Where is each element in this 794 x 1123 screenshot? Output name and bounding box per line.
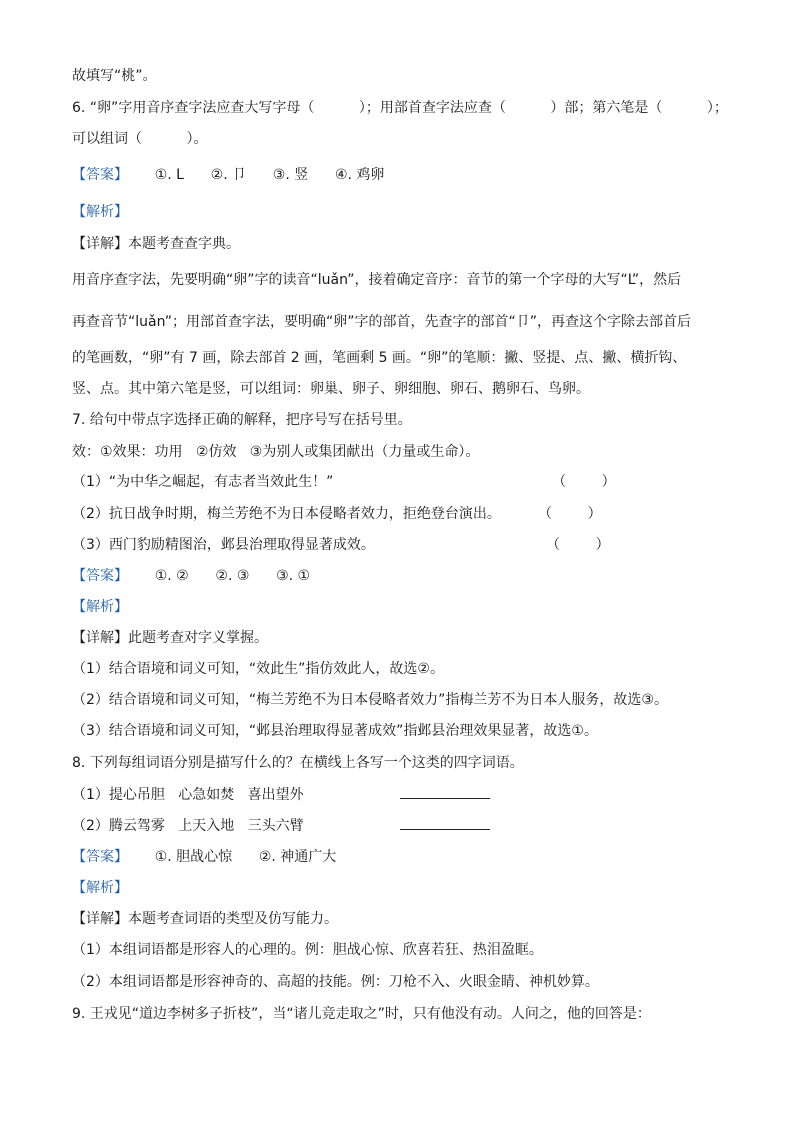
answer-blank-line bbox=[400, 817, 490, 835]
detail-tag: 【详解】 bbox=[72, 236, 128, 252]
detail-row: 【详解】此题考查对字义掌握。 bbox=[72, 630, 268, 646]
answer-row: 【答案】 ①. 胆战心惊 ②. 神通广大 bbox=[72, 849, 337, 865]
text-line: 竖、点。其中第六笔是竖，可以组词：卵巢、卵子、卵细胞、卵石、鹅卵石、鸟卵。 bbox=[72, 381, 590, 397]
answer-row: 【答案】 ①. ② ②. ③ ③. ① bbox=[72, 568, 311, 584]
analysis-tag: 【解析】 bbox=[72, 880, 128, 896]
text-line: 可以组词（ ）。 bbox=[72, 131, 208, 147]
text-line: 再查音节“luǎn”；用部首查字法，要明确“卵”字的部首，先查字的部首“卩”，再查这个字除去部首后 bbox=[72, 314, 691, 330]
answer-row: 【答案】 ①. L ②. 卩 ③. 竖 ④. 鸡卵 bbox=[72, 167, 385, 183]
text-line: 效：①效果：功用 ②仿效 ③为别人或集团献出（力量或生命）。 bbox=[72, 444, 480, 460]
sub-question: （3）西门豹励精图治，邺县治理取得显著成效。 bbox=[72, 537, 375, 553]
sub-question: （1）提心吊胆 心急如焚 喜出望外 bbox=[72, 787, 304, 803]
question-9: 9. 王戎见“道边李树多子折枝”，当“诸儿竞走取之”时，只有他没有动。人问之，他的回答是： bbox=[72, 1006, 651, 1022]
answer-tag: 【答案】 bbox=[72, 167, 128, 183]
detail-row: 【详解】本题考查词语的类型及仿写能力。 bbox=[72, 911, 338, 927]
text-line: （2）结合语境和词义可知，“梅兰芳绝不为日本侵略者效力”指梅兰芳不为日本人服务，故选③。 bbox=[72, 692, 668, 708]
analysis-tag: 【解析】 bbox=[72, 599, 128, 615]
text-line: （3）结合语境和词义可知，“邺县治理取得显著成效”指邺县治理效果显著，故选①。 bbox=[72, 723, 598, 739]
text-line: （1）结合语境和词义可知，“效此生”指仿效此人，故选②。 bbox=[72, 661, 444, 677]
text-line: 故填写“桃”。 bbox=[72, 68, 157, 84]
detail-tag: 【详解】 bbox=[72, 630, 128, 646]
answer-paren: （ ） bbox=[552, 474, 616, 490]
answer-paren: （ ） bbox=[546, 537, 610, 553]
detail-row: 【详解】本题考查查字典。 bbox=[72, 236, 240, 252]
answer-blank-line bbox=[400, 786, 490, 804]
text-line: 的笔画数，“卵”有 7 画，除去部首 2 画，笔画剩 5 画。“卵”的笔顺：撇、竖提、点、撇、横折钩、 bbox=[72, 350, 687, 366]
text-line: 用音序查字法，先要明确“卵”字的读音“luǎn”，接着确定音序：音节的第一个字母的大写“L”，然后 bbox=[72, 272, 682, 288]
sub-question: （2）腾云驾雾 上天入地 三头六臂 bbox=[72, 818, 304, 834]
sub-question: （1）“为中华之崛起，有志者当效此生！” bbox=[72, 474, 334, 490]
question-7: 7. 给句中带点字选择正确的解释，把序号写在括号里。 bbox=[72, 412, 412, 428]
text-line: （1）本组词语都是形容人的心理的。例：胆战心惊、欣喜若狂、热泪盈眶。 bbox=[72, 942, 543, 958]
question-6: 6. “卵”字用音序查字法应查大写字母（ ）；用部首查字法应查（ ）部；第六笔是（ ）； bbox=[72, 100, 728, 116]
answer-paren: （ ） bbox=[538, 506, 602, 522]
detail-tag: 【详解】 bbox=[72, 911, 128, 927]
text-line: （2）本组词语都是形容神奇的、高超的技能。例：刀枪不入、火眼金睛、神机妙算。 bbox=[72, 974, 599, 990]
sub-question: （2）抗日战争时期，梅兰芳绝不为日本侵略者效力，拒绝登台演出。 bbox=[72, 506, 501, 522]
question-8: 8. 下列每组词语分别是描写什么的？在横线上各写一个这类的四字词语。 bbox=[72, 755, 524, 771]
answer-tag: 【答案】 bbox=[72, 568, 128, 584]
answer-tag: 【答案】 bbox=[72, 849, 128, 865]
analysis-tag: 【解析】 bbox=[72, 204, 128, 220]
